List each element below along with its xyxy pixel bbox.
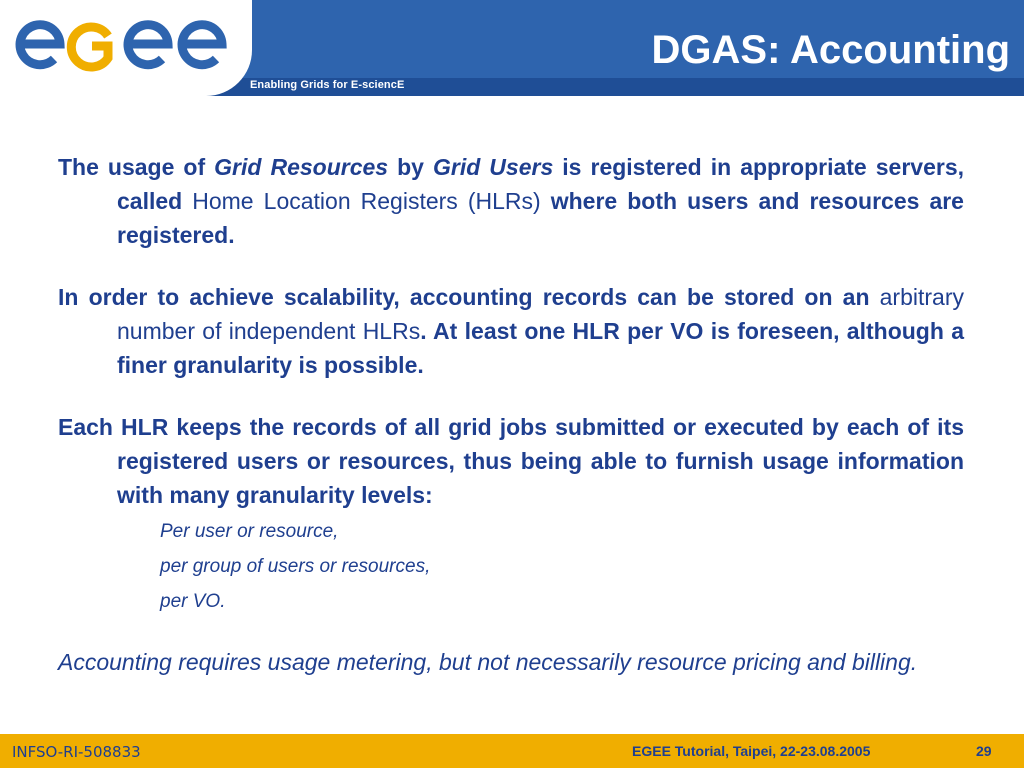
egee-logo xyxy=(12,6,240,82)
granularity-list xyxy=(58,514,964,619)
list-item: Per user or resource, xyxy=(160,521,339,542)
text-run: . At least one HLR per VO is foreseen, although a finer granularity is possible. xyxy=(117,318,964,378)
list-item: per VO. xyxy=(160,591,226,612)
paragraph-grid-usage xyxy=(58,150,964,252)
slide-body xyxy=(58,150,964,679)
text-run: where both users and resources are registered. xyxy=(117,188,964,248)
slide-title: DGAS: Accounting xyxy=(651,28,1010,72)
text-run: is registered in appropriate servers, called xyxy=(117,154,964,214)
text-run: In order to achieve scalability, accounting records can be stored on an xyxy=(58,284,880,310)
tagline: Enabling Grids for E-sciencE xyxy=(250,79,405,91)
text-run-hlr-term: Home Location Registers (HLRs) xyxy=(192,188,541,214)
paragraph-scalability xyxy=(58,280,964,382)
text-run: The usage of xyxy=(58,154,215,180)
text-run-grid-resources: Grid Resources xyxy=(214,154,389,180)
text-run-hlr-count: arbitrary number of independent HLRs xyxy=(117,284,964,344)
list-item: per group of users or resources, xyxy=(160,556,431,577)
slide-header xyxy=(0,0,1024,98)
text-run: by xyxy=(388,154,433,180)
page-number: 29 xyxy=(976,743,992,759)
footer-event: EGEE Tutorial, Taipei, 22-23.08.2005 xyxy=(632,743,871,759)
text-run-grid-users: Grid Users xyxy=(433,154,554,180)
paragraph-metering: Accounting requires usage metering, but not necessarily resource pricing and billing. xyxy=(58,649,918,675)
footer-project-id: INFSO-RI-508833 xyxy=(12,743,141,761)
paragraph-hlr-records: Each HLR keeps the records of all grid jobs submitted or executed by each of its registered users or resources, thus being able to furnish usage information with many granularity levels: xyxy=(58,414,964,508)
slide-footer xyxy=(0,734,1024,768)
